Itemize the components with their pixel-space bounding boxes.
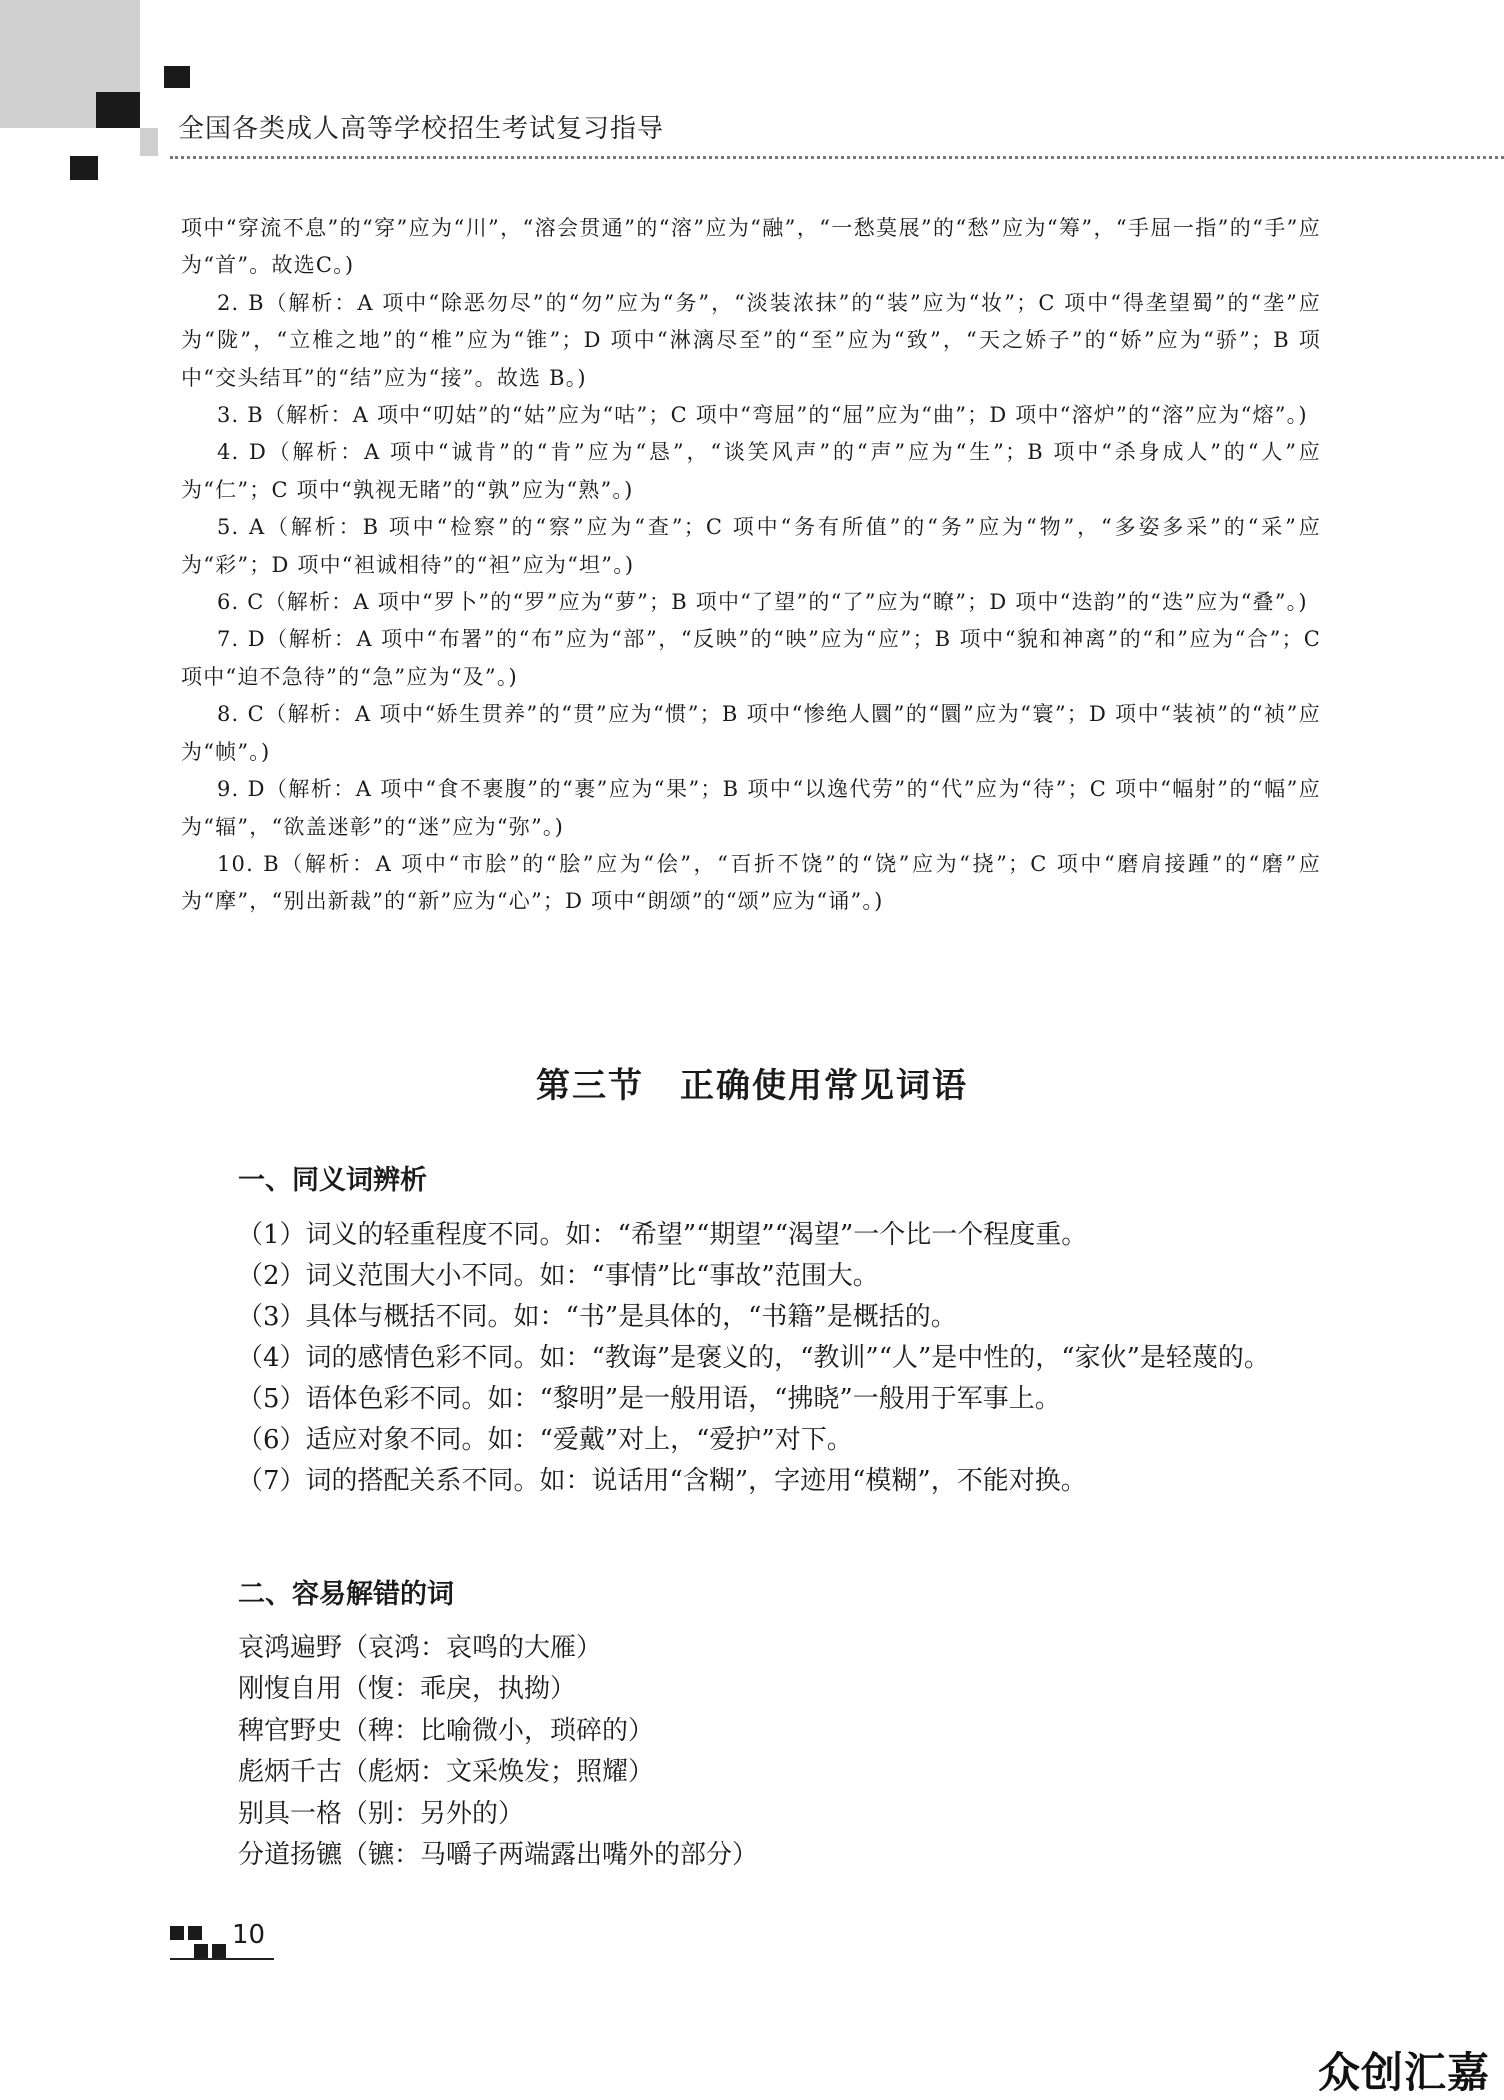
term-item: 稗官野史（稗：比喻微小，琐碎的） <box>238 1715 655 1746</box>
running-header-title: 全国各类成人高等学校招生考试复习指导 <box>178 114 665 144</box>
synonym-item: （7）词的搭配关系不同。如：说话用“含糊”，字迹用“模糊”，不能对换。 <box>237 1466 1087 1496</box>
answer-paragraph: 4. D（解析：A 项中“诚肯”的“肯”应为“恳”，“谈笑风声”的“声”应为“生”；B 项中“杀身成人”的“人”应为“仁”；C 项中“孰视无睹”的“孰”应为“熟”。) <box>181 440 1321 502</box>
term-item: 别具一格（别：另外的） <box>238 1798 525 1829</box>
synonym-list <box>181 1215 1321 1502</box>
term-item: 彪炳千古（彪炳：文采焕发；照耀） <box>238 1757 655 1788</box>
synonym-item: （5）语体色彩不同。如：“黎明”是一般用语，“拂晓”一般用于军事上。 <box>237 1384 1061 1414</box>
term-list <box>238 1628 758 1876</box>
watermark: 众创汇嘉 <box>1317 2048 1490 2097</box>
answer-paragraph: 9. D（解析：A 项中“食不裹腹”的“裹”应为“果”；B 项中“以逸代劳”的“代”应为“待”；C 项中“幅射”的“幅”应为“辐”，“欲盖迷彰”的“迷”应为“弥”。) <box>181 777 1321 839</box>
answer-explanations <box>181 210 1321 921</box>
answer-paragraph: 2. B（解析：A 项中“除恶勿尽”的“勿”应为“务”，“淡装浓抹”的“装”应为“妆”；C 项中“得垄望蜀”的“垄”应为“陇”，“立椎之地”的“椎”应为“锥”；D 项中“淋漓尽至”的“至”应为“致”，“天之娇子”的“娇”应为“骄”；B 项中“交头结耳”的“结”应为“接”。故选 B。) <box>181 290 1321 390</box>
footer-rule <box>170 1958 274 1960</box>
section-title: 第三节 正确使用常见词语 <box>536 1066 968 1106</box>
header-decoration-square <box>70 156 98 180</box>
answer-paragraph: 7. D（解析：A 项中“布署”的“布”应为“部”，“反映”的“映”应为“应”；B 项中“貌和神离”的“和”应为“合”；C 项中“迫不急待”的“急”应为“及”。) <box>181 627 1321 689</box>
answer-paragraph: 项中“穿流不息”的“穿”应为“川”，“溶会贯通”的“溶”应为“融”，“一愁莫展”的“愁”应为“筹”，“手屈一指”的“手”应为“首”。故选C。) <box>181 216 1321 278</box>
footer-decoration-square <box>170 1926 184 1940</box>
synonym-item: （2）词义范围大小不同。如：“事情”比“事故”范围大。 <box>237 1261 879 1291</box>
synonym-item: （6）适应对象不同。如：“爱戴”对上，“爱护”对下。 <box>237 1425 853 1455</box>
footer-decoration-square <box>194 1944 208 1958</box>
answer-paragraph: 8. C（解析：A 项中“娇生贯养”的“贯”应为“惯”；B 项中“惨绝人圜”的“圜”应为“寰”；D 项中“装祯”的“祯”应为“帧”。) <box>181 702 1321 764</box>
answer-paragraph: 10. B（解析：A 项中“市脍”的“脍”应为“侩”，“百折不饶”的“饶”应为“挠”；C 项中“磨肩接踵”的“磨”应为“摩”，“别出新裁”的“新”应为“心”；D 项中“朗颂”的“颂”应为“诵”。) <box>181 851 1321 914</box>
answer-paragraph: 5. A（解析：B 项中“检察”的“察”应为“查”；C 项中“务有所值”的“务”应为“物”，“多姿多采”的“采”应为“彩”；D 项中“袒诚相待”的“袒”应为“坦”。) <box>181 515 1321 577</box>
answer-paragraph: 6. C（解析：A 项中“罗卜”的“罗”应为“萝”；B 项中“了望”的“了”应为“瞭”；D 项中“迭韵”的“迭”应为“叠”。) <box>217 590 1308 615</box>
term-item: 刚愎自用（愎：乖戾，执拗） <box>238 1674 577 1705</box>
answer-paragraph: 3. B（解析：A 项中“叨姑”的“姑”应为“咕”；C 项中“弯屈”的“屈”应为“曲”；D 项中“溶炉”的“溶”应为“熔”。) <box>217 403 1308 428</box>
footer-decoration-square <box>188 1926 202 1940</box>
term-item: 哀鸿遍野（哀鸿：哀鸣的大雁） <box>238 1633 603 1663</box>
header-dotted-rule <box>170 156 1504 159</box>
page-number: 10 <box>232 1920 266 1950</box>
header-decoration-square <box>96 92 140 128</box>
header-decoration-square <box>164 66 190 88</box>
footer-decoration-square <box>212 1944 226 1958</box>
synonym-item: （4）词的感情色彩不同。如：“教诲”是褒义的，“教训”“人”是中性的，“家伙”是轻蔑的。 <box>237 1343 1270 1373</box>
header-decoration-square <box>140 128 158 156</box>
synonym-item: （1）词义的轻重程度不同。如：“希望”“期望”“渴望”一个比一个程度重。 <box>237 1220 1088 1250</box>
synonym-item: （3）具体与概括不同。如：“书”是具体的，“书籍”是概括的。 <box>237 1302 957 1332</box>
subsection-heading: 二、容易解错的词 <box>238 1579 454 1610</box>
term-item: 分道扬镳（镳：马嚼子两端露出嘴外的部分） <box>238 1840 759 1871</box>
subsection-heading: 一、同义词辨析 <box>238 1165 427 1196</box>
